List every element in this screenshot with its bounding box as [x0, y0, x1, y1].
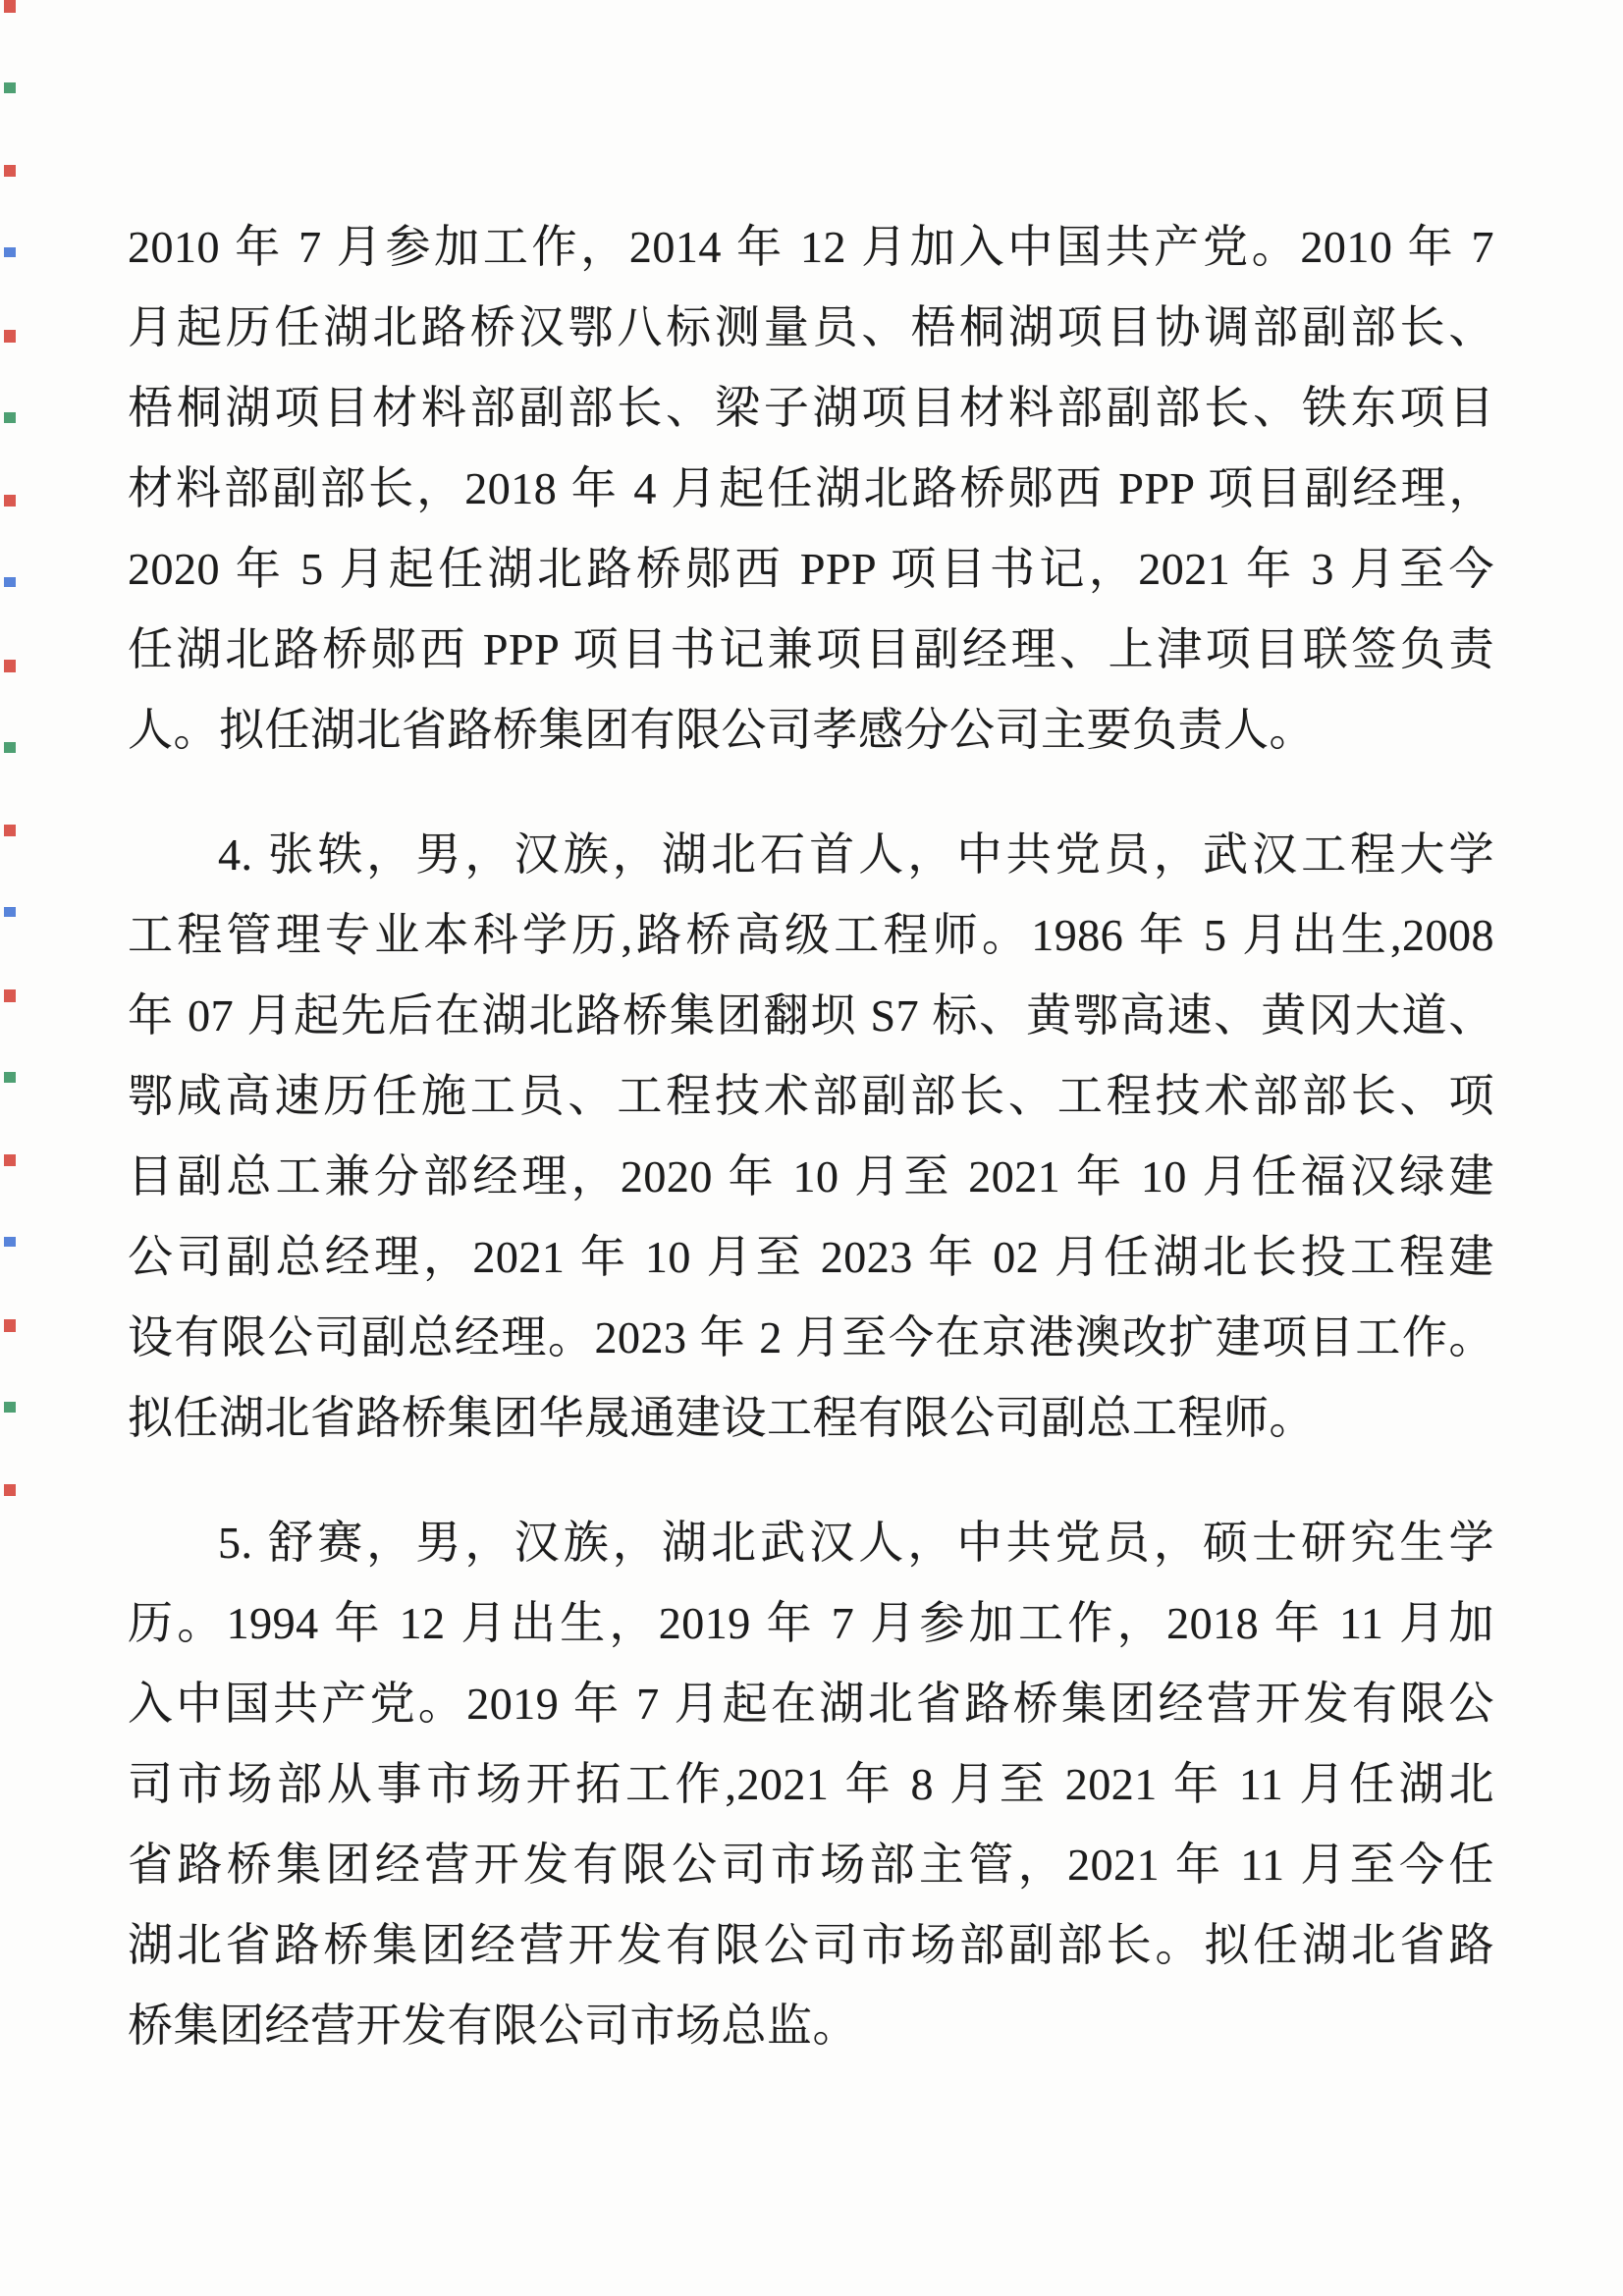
text-line: 入中国共产党。2019 年 7 月起在湖北省路桥集团经营开发有限公	[128, 1679, 1494, 1729]
text-line: 拟任湖北省路桥集团华晟通建设工程有限公司副总工程师。	[128, 1393, 1315, 1443]
bio-paragraph-continued	[128, 207, 1494, 771]
text-line: 桥集团经营开发有限公司市场总监。	[128, 2001, 858, 2051]
text-line: 材料部副部长，2018 年 4 月起任湖北路桥郧西 PPP 项目副经理，	[128, 463, 1494, 513]
text-line: 2020 年 5 月起任湖北路桥郧西 PPP 项目书记，2021 年 3 月至今	[128, 544, 1494, 594]
document-text-body	[128, 207, 1494, 2066]
text-line: 5. 舒赛，男，汉族，湖北武汉人，中共党员，硕士研究生学	[218, 1518, 1494, 1568]
text-line: 工程管理专业本科学历,路桥高级工程师。1986 年 5 月出生,2008	[128, 910, 1494, 960]
text-line: 司市场部从事市场开拓工作,2021 年 8 月至 2021 年 11 月任湖北	[128, 1759, 1494, 1809]
bio-paragraph-4-zhangyi	[128, 815, 1494, 1459]
text-line: 鄂咸高速历任施工员、工程技术部副部长、工程技术部部长、项	[128, 1071, 1494, 1121]
scan-edge-artifacts	[4, 0, 16, 1561]
text-line: 4. 张轶，男，汉族，湖北石首人，中共党员，武汉工程大学	[218, 829, 1494, 880]
text-line: 2010 年 7 月参加工作，2014 年 12 月加入中国共产党。2010 年 7	[128, 222, 1494, 272]
text-line: 人。拟任湖北省路桥集团有限公司孝感分公司主要负责人。	[128, 705, 1315, 755]
text-line: 任湖北路桥郧西 PPP 项目书记兼项目副经理、上津项目联签负责	[128, 624, 1494, 674]
text-line: 历。1994 年 12 月出生，2019 年 7 月参加工作，2018 年 11 月加	[128, 1598, 1494, 1648]
text-line: 湖北省路桥集团经营开发有限公司市场部副部长。拟任湖北省路	[128, 1920, 1494, 1970]
text-line: 公司副总经理，2021 年 10 月至 2023 年 02 月任湖北长投工程建	[128, 1232, 1494, 1282]
text-line: 目副总工兼分部经理，2020 年 10 月至 2021 年 10 月任福汉绿建	[128, 1151, 1494, 1201]
text-line: 省路桥集团经营开发有限公司市场部主管，2021 年 11 月至今任	[128, 1840, 1494, 1890]
text-line: 月起历任湖北路桥汉鄂八标测量员、梧桐湖项目协调部副部长、	[128, 302, 1494, 352]
text-line: 年 07 月起先后在湖北路桥集团翻坝 S7 标、黄鄂高速、黄冈大道、	[128, 990, 1494, 1041]
text-line: 设有限公司副总经理。2023 年 2 月至今在京港澳改扩建项目工作。	[128, 1312, 1494, 1362]
text-line: 梧桐湖项目材料部副部长、梁子湖项目材料部副部长、铁东项目	[128, 383, 1494, 433]
bio-paragraph-5-shusai	[128, 1503, 1494, 2066]
